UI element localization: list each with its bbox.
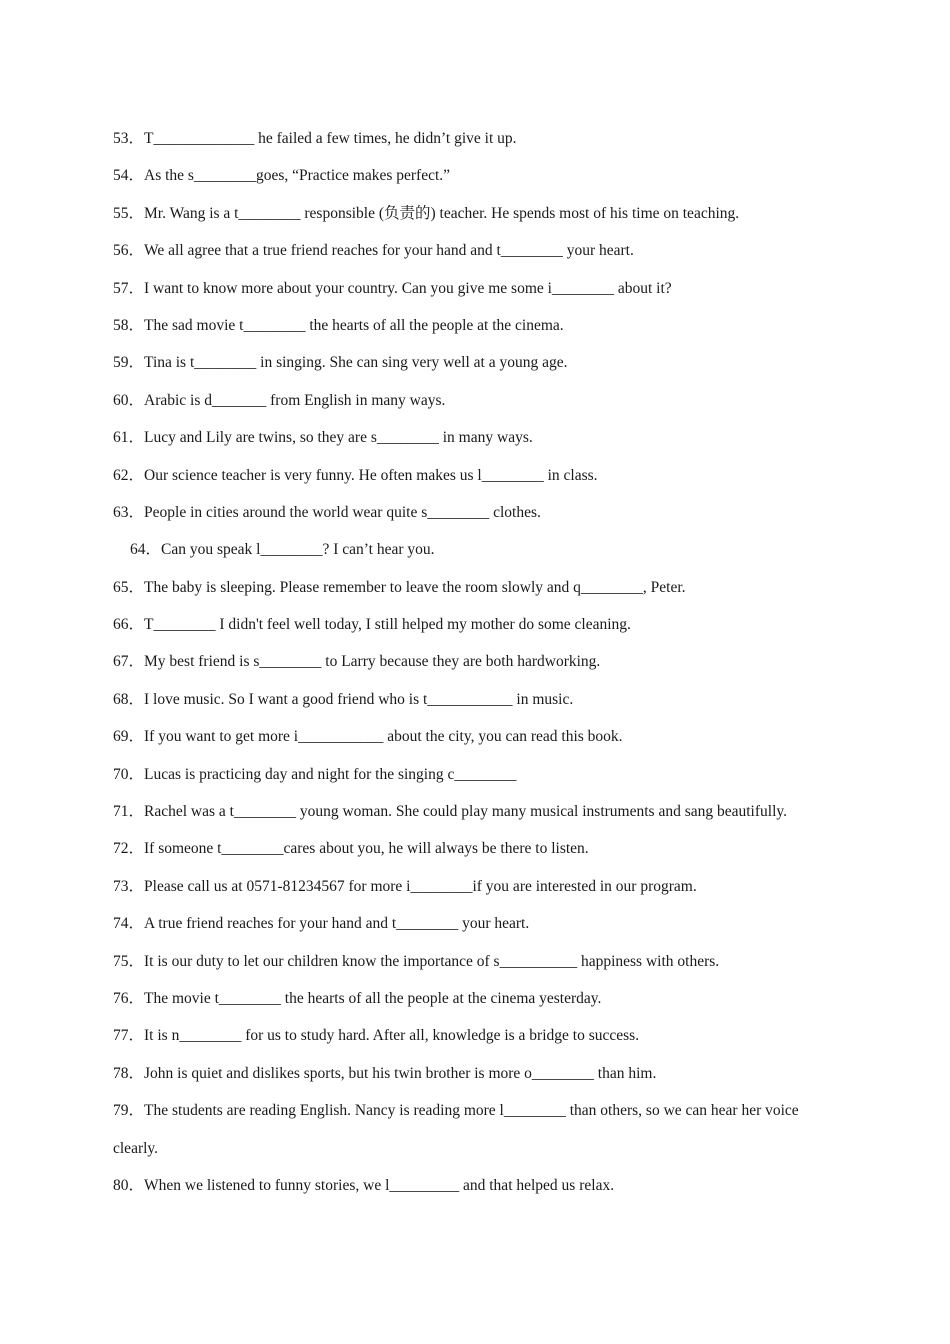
question-number: 62． — [113, 466, 145, 484]
question-item — [113, 307, 833, 344]
question-number: 54． — [113, 167, 145, 185]
question-number: 72． — [113, 840, 145, 858]
question-text: The sad movie t________ the hearts of all the people at the cinema. — [144, 316, 564, 334]
question-number: 55． — [113, 204, 145, 222]
question-text: Mr. Wang is a t________ responsible (负责的) teacher. He spends most of his time on teaching. — [144, 204, 740, 222]
question-number: 59． — [113, 354, 145, 372]
question-number: 66． — [113, 616, 145, 634]
question-number: 63． — [113, 503, 145, 521]
question-text: Please call us at 0571-81234567 for more i________if you are interested in our program. — [144, 877, 697, 895]
question-text: If you want to get more i___________ about the city, you can read this book. — [144, 728, 623, 746]
question-number: 71． — [113, 803, 145, 821]
question-item — [113, 419, 833, 456]
question-item — [113, 531, 833, 568]
question-item — [113, 643, 833, 680]
question-text: The movie t________ the hearts of all the people at the cinema yesterday. — [144, 990, 602, 1007]
question-item — [113, 830, 833, 867]
question-item — [113, 681, 833, 718]
question-number: 69． — [113, 728, 145, 746]
question-text: A true friend reaches for your hand and t________ your heart. — [144, 915, 530, 933]
question-item — [113, 457, 833, 494]
question-item — [113, 718, 833, 755]
question-text: The baby is sleeping. Please remember to leave the room slowly and q________, Peter. — [144, 578, 686, 596]
question-item — [113, 1055, 833, 1092]
question-item — [113, 793, 833, 830]
question-number: 65． — [113, 578, 145, 596]
question-number: 80． — [113, 1176, 145, 1194]
question-text: Lucas is practicing day and night for the singing c________ — [144, 765, 517, 783]
question-text: I love music. So I want a good friend who is t___________ in music. — [144, 690, 574, 708]
question-text: When we listened to funny stories, we l_________ and that helped us relax. — [144, 1176, 615, 1194]
question-number: 79． — [113, 1102, 145, 1120]
question-item — [113, 905, 833, 942]
question-text: We all agree that a true friend reaches for your hand and t________ your heart. — [144, 242, 634, 260]
question-text: Rachel was a t________ young woman. She could play many musical instruments and sang beautifully. — [144, 803, 788, 821]
question-number: 73． — [113, 877, 145, 895]
question-item — [113, 569, 833, 606]
question-text: If someone t________cares about you, he will always be there to listen. — [144, 840, 589, 858]
question-item — [113, 232, 833, 269]
question-item — [113, 1167, 833, 1204]
question-number: 77． — [113, 1027, 145, 1045]
question-item — [113, 195, 833, 232]
question-text: It is n________ for us to study hard. After all, knowledge is a bridge to success. — [144, 1027, 640, 1045]
question-item — [113, 606, 833, 643]
question-item — [113, 270, 833, 307]
question-item — [113, 1092, 833, 1167]
question-text: T________ I didn't feel well today, I still helped my mother do some cleaning. — [144, 616, 631, 634]
question-text: I want to know more about your country. Can you give me some i________ about it? — [144, 279, 672, 297]
question-item — [113, 494, 833, 531]
question-number: 53． — [113, 130, 145, 147]
question-text: It is our duty to let our children know the importance of s__________ happiness with others. — [144, 952, 720, 970]
question-text: My best friend is s________ to Larry because they are both hardworking. — [144, 653, 601, 671]
question-item — [113, 120, 833, 157]
question-number: 70． — [113, 765, 145, 783]
question-item — [113, 980, 833, 1017]
question-number: 67． — [113, 653, 145, 671]
question-number: 61． — [113, 429, 145, 447]
question-text: Our science teacher is very funny. He often makes us l________ in class. — [144, 466, 598, 484]
question-number: 64． — [130, 541, 162, 559]
question-number: 78． — [113, 1064, 145, 1082]
question-number: 57． — [113, 279, 145, 297]
question-list — [113, 120, 833, 1204]
question-text: Arabic is d_______ from English in many ways. — [144, 391, 446, 409]
question-item — [113, 344, 833, 381]
question-text: People in cities around the world wear quite s________ clothes. — [144, 503, 541, 521]
question-text: Can you speak l________? I can’t hear you. — [161, 541, 435, 559]
question-number: 58． — [113, 316, 145, 334]
question-text: John is quiet and dislikes sports, but his twin brother is more o________ than him. — [144, 1064, 657, 1082]
question-item — [113, 1017, 833, 1054]
question-number: 60． — [113, 391, 145, 409]
question-item — [113, 382, 833, 419]
question-item — [113, 943, 833, 980]
question-number: 75． — [113, 952, 145, 970]
question-text: T_____________ he failed a few times, he didn’t give it up. — [144, 130, 517, 147]
question-number: 56． — [113, 242, 145, 260]
question-text: Lucy and Lily are twins, so they are s________ in many ways. — [144, 429, 533, 447]
question-number: 74． — [113, 915, 145, 933]
question-text: Tina is t________ in singing. She can sing very well at a young age. — [144, 354, 568, 372]
question-item — [113, 868, 833, 905]
question-text: As the s________goes, “Practice makes perfect.” — [144, 167, 451, 185]
question-item — [113, 157, 833, 194]
question-number: 68． — [113, 690, 145, 708]
question-number: 76． — [113, 990, 145, 1007]
question-item — [113, 756, 833, 793]
question-text: The students are reading English. Nancy is reading more l________ than others, so we can hear her voice clearly. — [113, 1102, 799, 1157]
